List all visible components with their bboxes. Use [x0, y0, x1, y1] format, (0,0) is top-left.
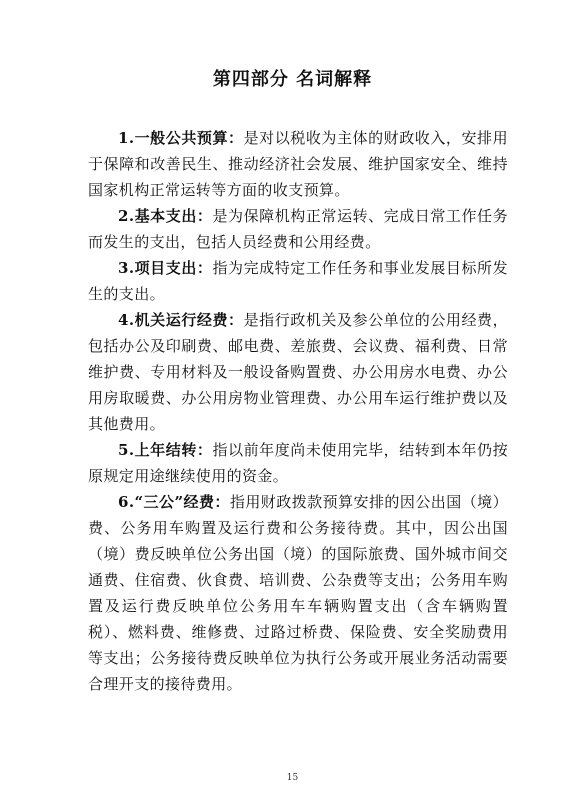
glossary-entry-basic-expenditure	[88, 203, 508, 255]
entry-term: 2.基本支出：	[118, 207, 213, 225]
glossary-body	[88, 125, 508, 697]
glossary-entry-operating-expenses	[88, 307, 508, 437]
entry-definition: 指用财政拨款预算安排的因公出国（境）费、公务用车购置及运行费和公务接待费。其中，因公出国（境）费反映单位公务出国（境）的国际旅费、国外城市间交通费、住宿费、伙食费、培训费、公杂费等支出；公务用车购置及运行费反映单位公务用车车辆购置支出（含车辆购置税）、燃料费、维修费、过路过桥费、保险费、安全奖励费用等支出；公务接待费反映单位为执行公务或开展业务活动需要合理开支的接待费用。	[88, 493, 509, 693]
entry-term: 1.一般公共预算：	[118, 129, 244, 147]
page-number: 15	[286, 773, 299, 783]
page-title: 第四部分 名词解释	[212, 69, 373, 90]
entry-term: 5.上年结转：	[118, 441, 213, 459]
glossary-entry-project-expenditure	[88, 255, 508, 307]
entry-definition: 指以前年度尚未使用完毕，结转到本年仍按原规定用途继续使用的资金。	[88, 441, 508, 485]
entry-definition: 指为完成特定工作任务和事业发展目标所发生的支出。	[88, 259, 508, 303]
entry-definition: 是指行政机关及参公单位的公用经费，包括办公及印刷费、邮电费、差旅费、会议费、福利费、日常维护费、专用材料及一般设备购置费、办公用房水电费、办公用房取暖费、办公用房物业管理费、办公用车运行维护费以及其他费用。	[88, 311, 508, 433]
glossary-entry-general-public-budget	[88, 125, 508, 203]
entry-term: 4.机关运行经费：	[118, 311, 244, 329]
entry-term: 6.“三公”经费：	[118, 493, 230, 511]
glossary-entry-carryover	[88, 437, 508, 489]
entry-definition: 是为保障机构正常运转、完成日常工作任务而发生的支出，包括人员经费和公用经费。	[88, 207, 508, 251]
glossary-entry-three-public-expenses	[88, 489, 508, 697]
entry-definition: 是对以税收为主体的财政收入，安排用于保障和改善民生、推动经济社会发展、维护国家安全、维持国家机构正常运转等方面的收支预算。	[88, 129, 508, 199]
entry-term: 3.项目支出：	[118, 259, 213, 277]
